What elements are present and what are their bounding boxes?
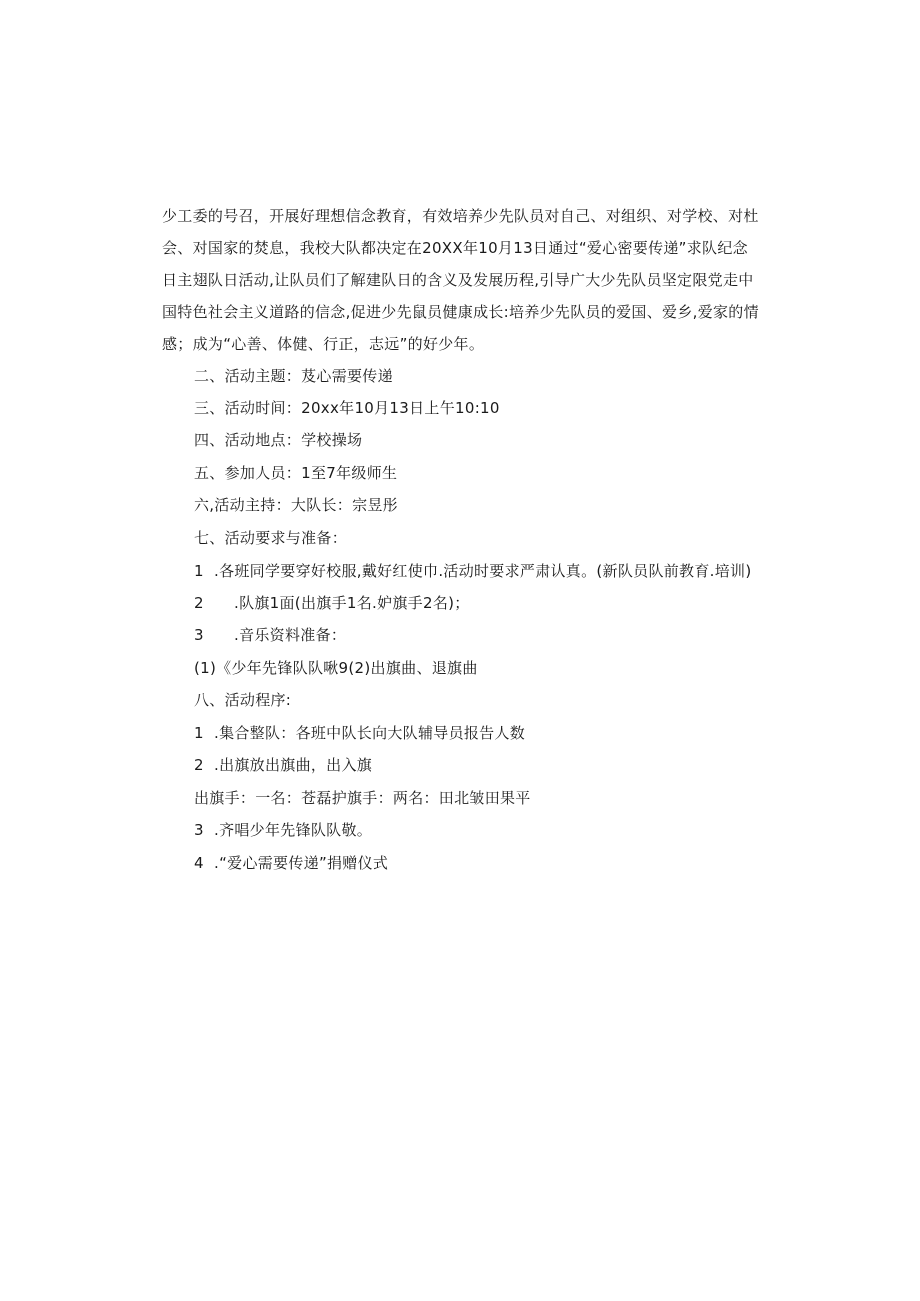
item-text: .队旗1面(出旗手1名.妒旗手2名)； (234, 594, 470, 612)
intro-line: 会、对国家的焚息，我校大队都决定在20XX年10月13日通过“爱心密要传递”求队纪念 (162, 239, 748, 257)
requirement-item (194, 592, 470, 614)
activity-theme: 二、活动主题：芨心需要传递 (194, 367, 393, 385)
item-number: 3 (194, 821, 204, 839)
requirement-item (194, 624, 346, 646)
item-number: 2 (194, 756, 204, 774)
flag-bearers: 出旗手：一名：苍磊护旗手：两名：田北皱田果平 (194, 789, 531, 807)
item-number: 2 (194, 594, 204, 612)
item-number: 1 (194, 562, 204, 580)
program-item (194, 754, 372, 776)
program-item (194, 722, 525, 744)
item-text: .出旗放出旗曲，出入旗 (214, 756, 373, 774)
requirement-item (194, 560, 751, 582)
intro-paragraph (162, 200, 760, 360)
program-heading: 八、活动程序: (194, 691, 292, 709)
item-number: 3 (194, 626, 204, 644)
intro-line: 感；成为“心善、体健、行正，志远”的好少年。 (162, 335, 485, 353)
item-text: .集合整队：各班中队长向大队辅导员报告人数 (214, 724, 526, 742)
activity-time: 三、活动时间：20xx年10月13日上午10:10 (194, 399, 500, 417)
item-text: .“爱心需要传递”捐赠仪式 (214, 854, 389, 872)
program-item (194, 819, 372, 841)
item-text: .齐唱少年先锋队队敬。 (214, 821, 373, 839)
requirements-heading: 七、活动要求与准备： (194, 529, 348, 547)
program-item (194, 852, 388, 874)
intro-line: 日主翅队日活动,让队员们了解建队日的含义及发展历程,引导广大少先队员坚定限党走中 (162, 271, 754, 289)
activity-place: 四、活动地点：学校操场 (194, 431, 363, 449)
activity-host: 六,活动主持：大队长：宗昱彤 (194, 496, 398, 514)
item-number: 1 (194, 724, 204, 742)
music-list: (1)《少年先锋队队啾9(2)出旗曲、退旗曲 (194, 659, 478, 677)
intro-line: 少工委的号召，开展好理想信念教育，有效培养少先队员对自己、对组织、对学校、对杜 (162, 207, 759, 225)
item-text: .各班同学要穿好校服,戴好红使巾.活动时要求严肃认真。(新队员队前教育.培训) (214, 562, 752, 580)
intro-line: 国特色社会主义道路的信念,促进少先鼠员健康成长:培养少先队员的爱国、爱乡,爱家的情 (162, 303, 759, 321)
activity-participants: 五、参加人员：1至7年级师生 (194, 464, 398, 482)
item-text: .音乐资料准备： (234, 626, 347, 644)
item-number: 4 (194, 854, 204, 872)
